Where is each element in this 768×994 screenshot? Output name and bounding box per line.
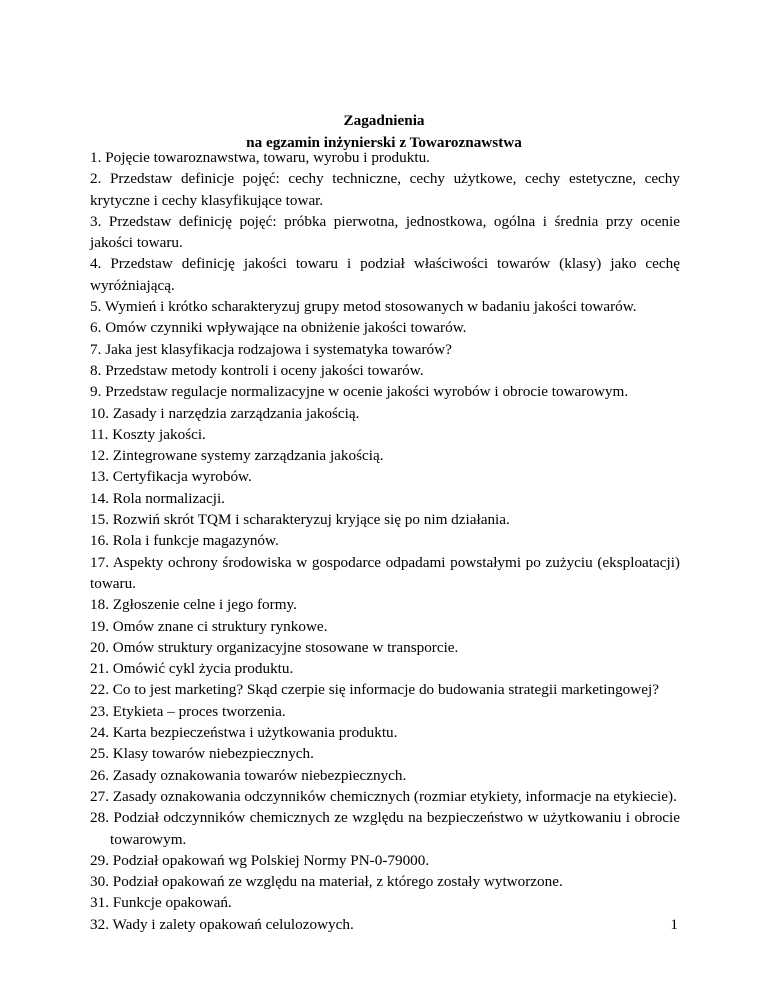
document-title: Zagadnienia (343, 112, 425, 129)
list-item: 1. Pojęcie towaroznawstwa, towaru, wyrobu i produktu. (90, 149, 430, 166)
list-item: 24. Karta bezpieczeństwa i użytkowania produktu. (90, 724, 398, 742)
list-item: 23. Etykieta – proces tworzenia. (90, 702, 286, 720)
list-item: 30. Podział opakowań ze względu na materiał, z którego zostały wytworzone. (90, 873, 563, 891)
list-item: 12. Zintegrowane systemy zarządzania jakością. (90, 447, 384, 465)
list-item: 25. Klasy towarów niebezpiecznych. (90, 745, 314, 763)
list-item: 17. Aspekty ochrony środowiska w gospodarce odpadami powstałymi po zużyciu (eksploatacji) towaru. (90, 553, 680, 592)
list-item: 28. Podział odczynników chemicznych ze względu na bezpieczeństwo w użytkowaniu i obrocie towarowym. (90, 809, 680, 848)
list-item: 6. Omów czynniki wpływające na obniżenie jakości towarów. (90, 319, 467, 337)
list-item: 32. Wady i zalety opakowań celulozowych. (90, 915, 354, 933)
list-item: 3. Przedstaw definicję pojęć: próbka pierwotna, jednostkowa, ogólna i średnia przy ocenie jakości towaru. (90, 212, 680, 252)
list-item: 29. Podział opakowań wg Polskiej Normy PN-0-79000. (90, 851, 430, 869)
list-item: 11. Koszty jakości. (90, 425, 206, 443)
list-item: 21. Omówić cykl życia produktu. (90, 660, 294, 678)
list-item: 22. Co to jest marketing? Skąd czerpie się informacje do budowania strategii marketingowej? (90, 681, 659, 699)
list-item: 20. Omów struktury organizacyjne stosowane w transporcie. (90, 638, 459, 656)
list-item: 19. Omów znane ci struktury rynkowe. (90, 617, 328, 635)
list-item: 9. Przedstaw regulacje normalizacyjne w ocenie jakości wyrobów i obrocie towarowym. (90, 383, 629, 401)
list-item: 16. Rola i funkcje magazynów. (90, 532, 279, 550)
list-item: 31. Funkcje opakowań. (90, 894, 232, 912)
list-item: 2. Przedstaw definicje pojęć: cechy techniczne, cechy użytkowe, cechy estetyczne, cechy krytyczne i cechy klasyfikujące towar. (90, 170, 680, 209)
list-item: 5. Wymień i krótko scharakteryzuj grupy metod stosowanych w badaniu jakości towarów. (90, 298, 637, 316)
list-item: 18. Zgłoszenie celne i jego formy. (90, 596, 297, 614)
list-item: 14. Rola normalizacji. (90, 489, 225, 507)
list-item: 15. Rozwiń skrót TQM i scharakteryzuj kryjące się po nim działania. (90, 511, 510, 529)
page-number: 1 (670, 916, 678, 933)
list-item: 27. Zasady oznakowania odczynników chemicznych (rozmiar etykiety, informacje na etykiecie). (90, 787, 677, 805)
list-item: 13. Certyfikacja wyrobów. (90, 468, 252, 486)
document-subtitle: na egzamin inżynierski z Towaroznawstwa (246, 134, 522, 151)
list-item: 7. Jaka jest klasyfikacja rodzajowa i systematyka towarów? (90, 340, 452, 358)
list-item: 4. Przedstaw definicję jakości towaru i podział właściwości towarów (klasy) jako cechę wyróżniającą. (90, 255, 680, 294)
question-list (90, 147, 680, 935)
list-item: 26. Zasady oznakowania towarów niebezpiecznych. (90, 766, 407, 784)
list-item: 8. Przedstaw metody kontroli i oceny jakości towarów. (90, 361, 424, 379)
list-item: 10. Zasady i narzędzia zarządzania jakością. (90, 404, 360, 422)
